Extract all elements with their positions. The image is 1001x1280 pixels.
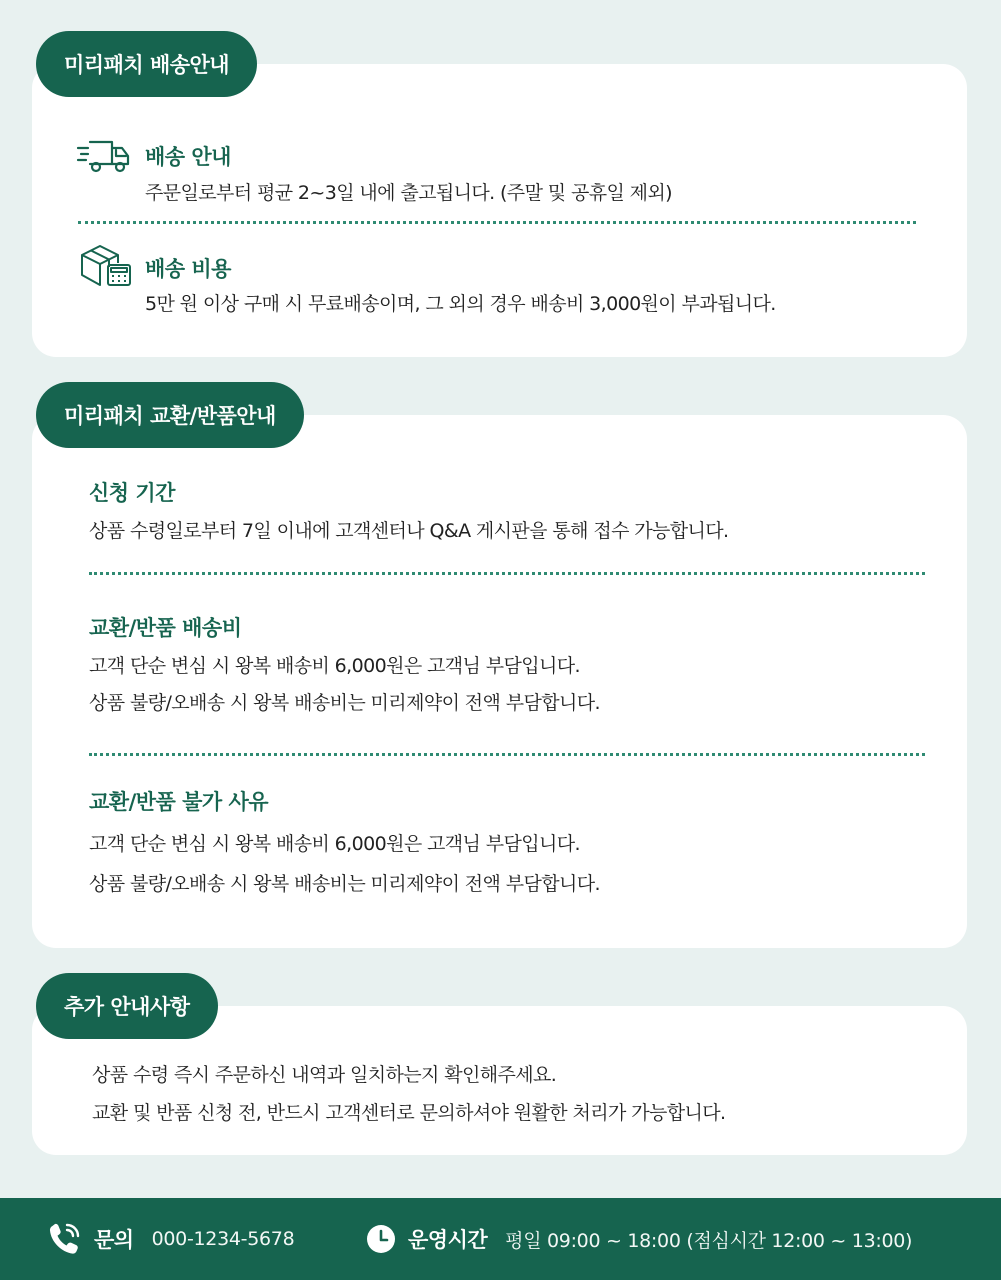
contact-phone[interactable]: 000-1234-5678 <box>151 1228 295 1250</box>
shipping-section <box>32 31 967 357</box>
return-exclusion-heading: 교환/반품 불가 사유 <box>89 790 269 814</box>
return-fee-heading: 교환/반품 배송비 <box>89 616 242 640</box>
returns-section <box>32 382 967 948</box>
shipping-info-text: 주문일로부터 평균 2~3일 내에 출고됩니다. (주말 및 공휴일 제외) <box>145 182 672 204</box>
delivery-truck-icon <box>76 136 134 176</box>
divider <box>78 221 916 224</box>
additional-line-1: 상품 수령 즉시 주문하신 내역과 일치하는지 확인해주세요. <box>92 1064 557 1086</box>
additional-section <box>32 973 967 1155</box>
divider <box>89 753 925 756</box>
shipping-info-heading: 배송 안내 <box>145 145 231 169</box>
return-fee-line-2: 상품 불량/오배송 시 왕복 배송비는 미리제약이 전액 부담합니다. <box>89 692 600 714</box>
apply-period-heading: 신청 기간 <box>89 481 175 505</box>
clock-icon <box>366 1224 396 1254</box>
phone-icon <box>46 1221 82 1257</box>
contact-label: 문의 <box>94 1228 134 1252</box>
shipping-cost-text: 5만 원 이상 구매 시 무료배송이며, 그 외의 경우 배송비 3,000원이 부과됩니다. <box>145 293 776 315</box>
hours-label: 운영시간 <box>408 1228 488 1252</box>
divider <box>89 572 925 575</box>
shipping-title: 미리패치 배송안내 <box>36 31 257 97</box>
shipping-cost-heading: 배송 비용 <box>145 257 231 281</box>
apply-period-text: 상품 수령일로부터 7일 이내에 고객센터나 Q&A 게시판을 통해 접수 가능합니다. <box>89 520 729 542</box>
box-calculator-icon <box>78 241 134 289</box>
return-exclusion-line-2: 상품 불량/오배송 시 왕복 배송비는 미리제약이 전액 부담합니다. <box>89 873 600 895</box>
return-fee-line-1: 고객 단순 변심 시 왕복 배송비 6,000원은 고객님 부담입니다. <box>89 655 580 677</box>
hours-value: 평일 09:00 ~ 18:00 (점심시간 12:00 ~ 13:00) <box>505 1229 913 1252</box>
additional-line-2: 교환 및 반품 신청 전, 반드시 고객센터로 문의하셔야 원활한 처리가 가능합니다. <box>92 1102 726 1124</box>
footer-hours <box>366 1198 912 1280</box>
footer-bar <box>0 1198 1001 1280</box>
return-exclusion-line-1: 고객 단순 변심 시 왕복 배송비 6,000원은 고객님 부담입니다. <box>89 833 580 855</box>
footer-contact[interactable] <box>46 1198 294 1280</box>
returns-title: 미리패치 교환/반품안내 <box>36 382 304 448</box>
additional-title: 추가 안내사항 <box>36 973 218 1039</box>
